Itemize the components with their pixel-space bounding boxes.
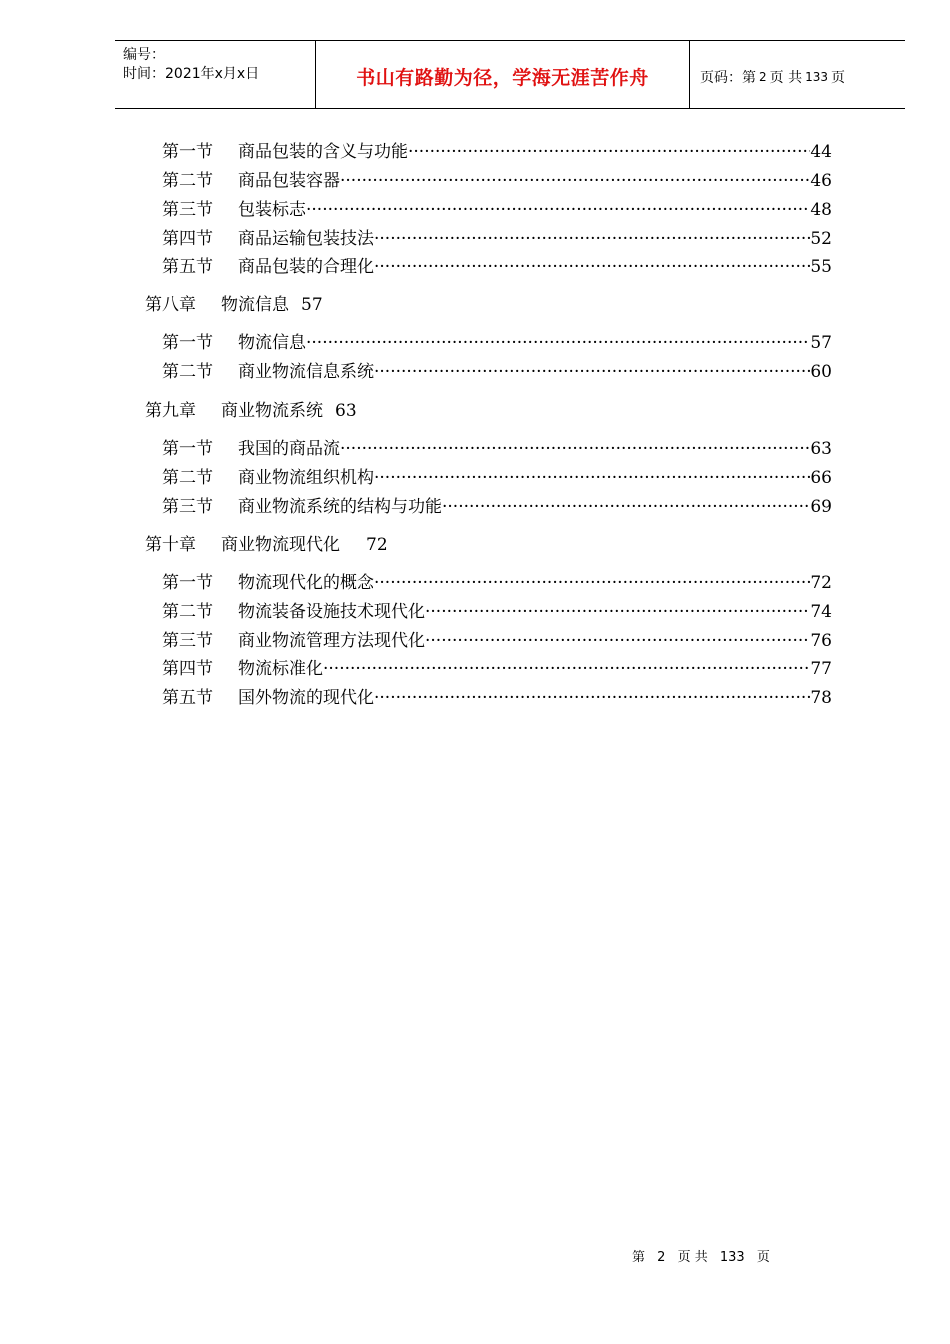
dot-leader [374, 257, 810, 277]
toc-chapter-title: 商业物流现代化 [221, 535, 340, 555]
dot-leader [374, 573, 810, 593]
toc-page: 69 [810, 497, 832, 517]
toc-title: 商业物流管理方法现代化 [238, 631, 425, 651]
header-page-num: 2 [759, 69, 767, 84]
header-page-prefix: 页码：第 [700, 69, 756, 86]
toc-section-entry[interactable] [162, 166, 832, 191]
toc-title: 物流标准化 [238, 659, 323, 679]
toc-section-entry[interactable] [162, 252, 832, 277]
toc-title: 商品运输包装技法 [238, 229, 374, 249]
header-page-total: 133 [805, 69, 828, 84]
toc-number: 第二节 [162, 362, 213, 382]
toc-title: 商业物流组织机构 [238, 468, 374, 488]
dot-leader [425, 631, 810, 651]
toc-page: 74 [810, 602, 832, 622]
toc-section-entry[interactable] [162, 328, 832, 353]
toc-page: 66 [810, 468, 832, 488]
toc-chapter-title: 商业物流系统 [221, 401, 323, 421]
toc-page: 46 [810, 171, 832, 191]
dot-leader [323, 659, 810, 679]
toc-section-entry[interactable] [162, 357, 832, 382]
header-meta-cell [115, 41, 316, 108]
toc-chapter-title: 物流信息 [221, 295, 289, 315]
toc-section-entry[interactable] [162, 463, 832, 488]
toc-number: 第二节 [162, 171, 213, 191]
dot-leader [306, 333, 810, 353]
toc-title: 包装标志 [238, 200, 306, 220]
toc-number: 第一节 [162, 439, 213, 459]
toc-page: 76 [810, 631, 832, 651]
dot-leader [374, 362, 810, 382]
toc-section-entry[interactable] [162, 492, 832, 517]
toc-page: 72 [810, 573, 832, 593]
dot-leader [425, 602, 810, 622]
toc-section-entry[interactable] [162, 683, 832, 708]
toc-number: 第五节 [162, 257, 213, 277]
toc-page: 48 [810, 200, 832, 220]
header-motto-cell [316, 41, 690, 108]
header-page-cell [690, 41, 905, 110]
toc-title: 商品包装容器 [238, 171, 340, 191]
toc-chapter-entry[interactable] [145, 530, 388, 555]
toc-number: 第五节 [162, 688, 213, 708]
toc-number: 第三节 [162, 631, 213, 651]
toc-title: 我国的商品流 [238, 439, 340, 459]
toc-number: 第三节 [162, 497, 213, 517]
toc-number: 第一节 [162, 142, 213, 162]
toc-number: 第三节 [162, 200, 213, 220]
toc-title: 商业物流信息系统 [238, 362, 374, 382]
dot-leader [374, 229, 810, 249]
time-label: 时间：2021年x月x日 [123, 66, 260, 82]
footer-prefix: 第 [632, 1250, 646, 1265]
header-page-mid: 页 共 [769, 69, 803, 86]
toc-chapter-entry[interactable] [145, 290, 323, 315]
footer-mid: 页 共 [677, 1250, 708, 1265]
dot-leader [442, 497, 810, 517]
number-label: 编号： [123, 47, 165, 63]
toc-chapter-page: 63 [335, 401, 357, 421]
toc-number: 第一节 [162, 333, 213, 353]
footer-total: 133 [719, 1250, 745, 1265]
dot-leader [374, 688, 810, 708]
toc-section-entry[interactable] [162, 195, 832, 220]
toc-page: 55 [810, 257, 832, 277]
motto-text: 书山有路勤为径，学海无涯苦作舟 [356, 67, 649, 89]
toc-section-entry[interactable] [162, 654, 832, 679]
page-header [115, 40, 905, 109]
toc-number: 第四节 [162, 229, 213, 249]
toc-chapter-number: 第八章 [145, 295, 196, 315]
toc-section-entry[interactable] [162, 597, 832, 622]
toc-number: 第二节 [162, 468, 213, 488]
toc-section-entry[interactable] [162, 626, 832, 651]
toc-title: 物流现代化的概念 [238, 573, 374, 593]
toc-page: 78 [810, 688, 832, 708]
toc-section-entry[interactable] [162, 434, 832, 459]
toc-title: 物流信息 [238, 333, 306, 353]
toc-chapter-page: 72 [366, 535, 388, 555]
toc-page: 77 [810, 659, 832, 679]
toc-page: 44 [810, 142, 832, 162]
dot-leader [408, 142, 810, 162]
toc-title: 国外物流的现代化 [238, 688, 374, 708]
footer-page-num: 2 [657, 1250, 666, 1265]
toc-title: 物流装备设施技术现代化 [238, 602, 425, 622]
toc-section-entry[interactable] [162, 568, 832, 593]
toc-chapter-number: 第九章 [145, 401, 196, 421]
toc-page: 60 [810, 362, 832, 382]
page-footer [632, 1246, 778, 1265]
toc-chapter-number: 第十章 [145, 535, 196, 555]
header-page-suffix: 页 [831, 69, 845, 86]
toc-number: 第四节 [162, 659, 213, 679]
toc-number: 第一节 [162, 573, 213, 593]
toc-title: 商品包装的合理化 [238, 257, 374, 277]
toc-chapter-page: 57 [301, 295, 323, 315]
footer-suffix: 页 [756, 1250, 770, 1265]
dot-leader [340, 439, 810, 459]
toc-page: 57 [810, 333, 832, 353]
toc-number: 第二节 [162, 602, 213, 622]
toc-chapter-entry[interactable] [145, 396, 357, 421]
dot-leader [340, 171, 810, 191]
dot-leader [306, 200, 810, 220]
toc-title: 商品包装的含义与功能 [238, 142, 408, 162]
toc-section-entry[interactable] [162, 137, 832, 162]
toc-title: 商业物流系统的结构与功能 [238, 497, 442, 517]
toc-section-entry[interactable] [162, 224, 832, 249]
toc-page: 63 [810, 439, 832, 459]
dot-leader [374, 468, 810, 488]
toc-page: 52 [810, 229, 832, 249]
